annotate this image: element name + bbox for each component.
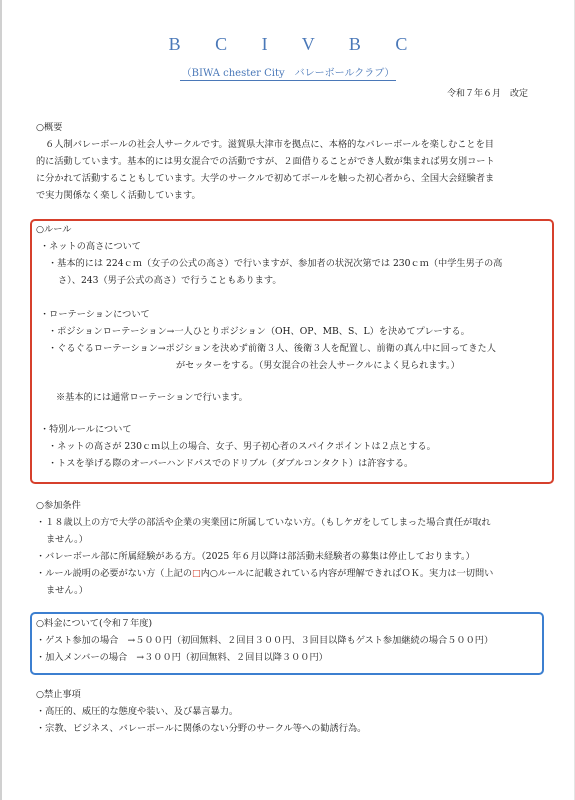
- prohibited-item: ・高圧的、威圧的な態度や装い、及び暴言暴力。: [36, 706, 239, 717]
- fees-section: [36, 615, 546, 666]
- rotation-item: ・ポジションローテーション→一人ひとりポジション（OH、OP、MB、S、L）を決めてプレーする。: [48, 326, 470, 337]
- overview-heading: ○概要: [36, 122, 63, 133]
- overview-line: で実力関係なく楽しく活動しています。: [36, 190, 201, 201]
- rules-section: [36, 221, 546, 472]
- condition-item: ・１８歳以上の方で大学の部活や企業の実業団に所属していない方。（もしケガをしてしまった場合責任が取れ: [36, 517, 491, 528]
- conditions-heading: ○参加条件: [36, 500, 81, 511]
- rotation-title: ・ローテーションについて: [40, 309, 150, 320]
- rotation-note: ※基本的には通常ローテーションで行います。: [56, 392, 248, 403]
- conditions-section: [36, 497, 546, 599]
- special-rules-title: ・特別ルールについて: [40, 424, 132, 435]
- fee-guest: ・ゲスト参加の場合 →５００円（初回無料、２回目３００円、３回目以降もゲスト参加継続の場合５００円）: [36, 635, 494, 646]
- fee-member: ・加入メンバーの場合 →３００円（初回無料、２回目以降３００円）: [36, 652, 328, 663]
- overview-line: 的に活動しています。基本的には男女混合での活動ですが、２面借りることができ人数が集まれば男女別コート: [36, 156, 495, 167]
- overview-line: ６人制バレーボールの社会人サークルです。滋賀県大津市を拠点に、本格的なバレーボールを楽しむことを目: [36, 139, 494, 150]
- prohibited-item: ・宗教、ビジネス、バレーボールに関係のない分野のサークル等への勧誘行為。: [36, 723, 367, 734]
- condition-item-cont: ません。）: [46, 534, 88, 545]
- club-title: B C I V B C: [168, 34, 423, 54]
- club-subtitle: [2, 64, 574, 79]
- net-height-line: ・基本的には 224ｃｍ（女子の公式の高さ）で行いますが、参加者の状況次第では 230ｃｍ（中学生男子の高: [48, 258, 503, 269]
- net-height-title: ・ネットの高さについて: [40, 241, 141, 252]
- special-rule-item: ・ネットの高さが 230ｃｍ以上の場合、女子、男子初心者のスパイクポイントは２点とする。: [48, 441, 436, 452]
- prohibited-heading: ○禁止事項: [36, 689, 81, 700]
- red-square-mark: □: [192, 568, 201, 579]
- overview-section: [36, 119, 546, 204]
- condition-item: ・バレーボール部に所属経験がある方。（2025 年６月以降は部活動未経験者の募集は停止しております。）: [36, 551, 475, 562]
- overview-line: に分かれて活動することもしています。大学のサークルで初めてボールを触った初心者から、全国大会経験者ま: [36, 173, 495, 184]
- rotation-item-cont: がセッターをする。（男女混合の社会人サークルによく見られます。）: [176, 360, 460, 371]
- condition-text: ・ルール説明の必要がない方（上記の: [36, 568, 193, 579]
- condition-item-cont: ません。）: [46, 585, 88, 596]
- condition-item: [36, 565, 546, 582]
- prohibited-section: [36, 686, 546, 737]
- club-subtitle-text: （BIWA chester City バレーボールクラブ）: [181, 68, 395, 79]
- revision-date: 令和７年６月 改定: [446, 89, 528, 99]
- fees-heading: ○料金について(令和７年度): [36, 618, 153, 629]
- special-rule-item: ・トスを挙げる際のオーバーハンドパスでのドリブル（ダブルコンタクト）は許容する。: [48, 458, 414, 469]
- rules-heading: ○ルール: [36, 224, 72, 235]
- rotation-item: ・ぐるぐるローテーション→ポジションを決めず前衛３人、後衛３人を配置し、前衛の真ん中に回ってきた人: [48, 343, 496, 354]
- condition-text: 内○ルールに記載されている内容が理解できればＯＫ。実力は一切問い: [200, 568, 494, 579]
- net-height-line: さ）、243（男子公式の高さ）で行うこともあります。: [58, 275, 282, 286]
